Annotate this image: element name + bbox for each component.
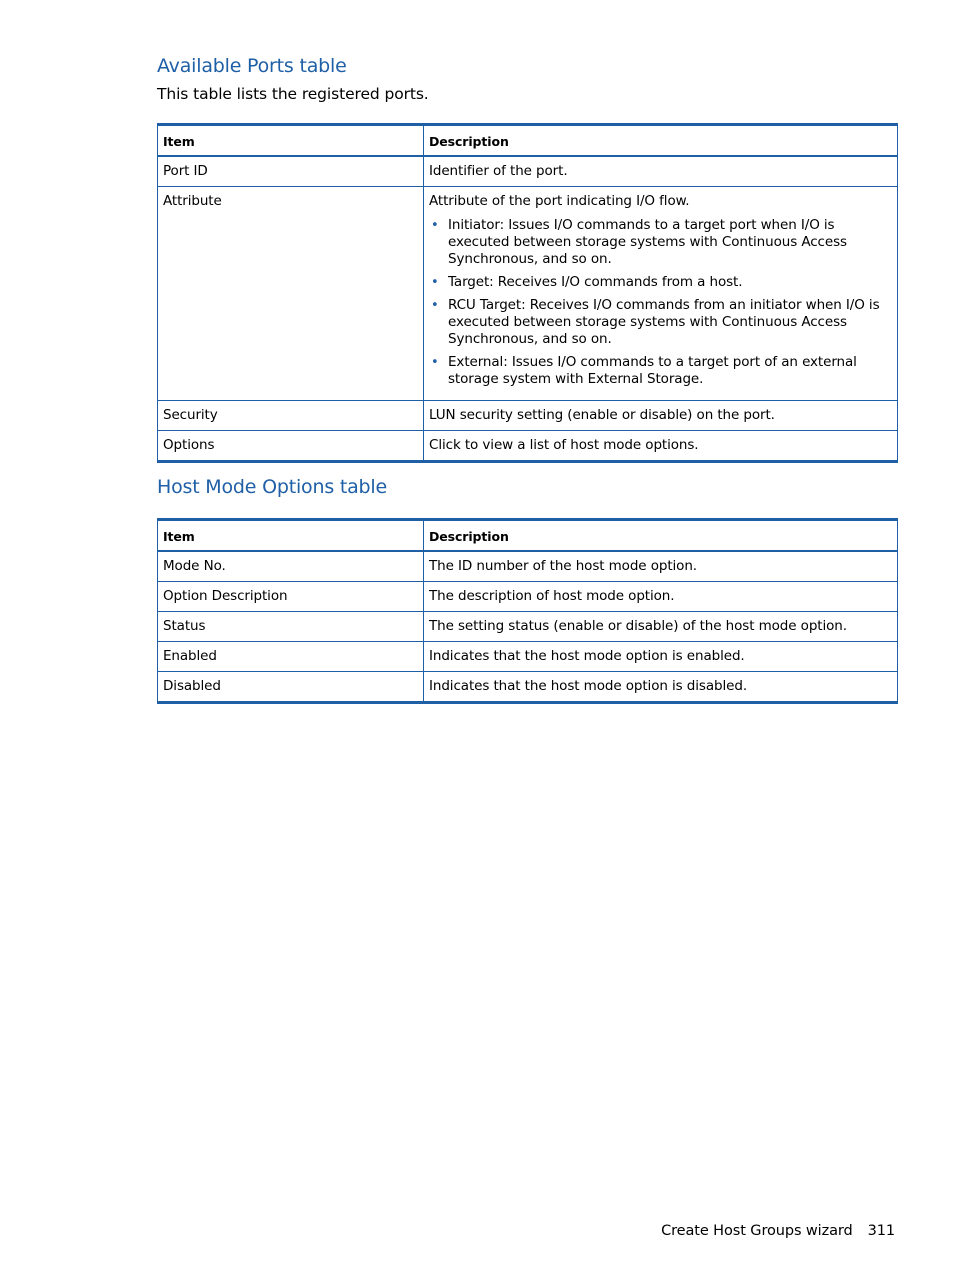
page-number: 311 [867, 1223, 895, 1239]
table-header-row [158, 520, 898, 552]
host-mode-options-heading: Host Mode Options table [157, 476, 387, 498]
available-ports-intro: This table lists the registered ports. [157, 85, 429, 103]
item-cell: Options [158, 431, 424, 462]
column-header-description: Description [424, 520, 898, 552]
description-cell: Indicates that the host mode option is enabled. [424, 642, 898, 672]
description-text: Attribute of the port indicating I/O flow. [429, 193, 690, 209]
table-row [158, 156, 898, 187]
item-cell: Disabled [158, 672, 424, 703]
description-cell: Indicates that the host mode option is disabled. [424, 672, 898, 703]
item-cell: Status [158, 612, 424, 642]
description-cell: Identifier of the port. [424, 156, 898, 187]
item-cell: Attribute [158, 187, 424, 401]
description-cell [424, 187, 898, 401]
item-cell: Port ID [158, 156, 424, 187]
table-row [158, 187, 898, 401]
column-header-description: Description [424, 125, 898, 157]
table-header-row [158, 125, 898, 157]
item-cell: Option Description [158, 582, 424, 612]
attribute-bullet-list [429, 217, 891, 388]
description-cell: The ID number of the host mode option. [424, 551, 898, 582]
footer-section-title: Create Host Groups wizard [661, 1223, 853, 1239]
table-row [158, 642, 898, 672]
table-row [158, 582, 898, 612]
table-row [158, 551, 898, 582]
item-cell: Security [158, 401, 424, 431]
available-ports-heading: Available Ports table [157, 55, 347, 77]
description-cell: Click to view a list of host mode options. [424, 431, 898, 462]
table-row [158, 401, 898, 431]
list-item: • Target: Receives I/O commands from a host. [448, 274, 891, 291]
item-cell: Enabled [158, 642, 424, 672]
list-item: • External: Issues I/O commands to a target port of an external storage system with External Storage. [448, 354, 891, 388]
description-cell: The setting status (enable or disable) of the host mode option. [424, 612, 898, 642]
table-row [158, 672, 898, 703]
host-mode-options-table [157, 518, 898, 704]
available-ports-table [157, 123, 898, 463]
page-footer [661, 1221, 895, 1241]
description-cell: The description of host mode option. [424, 582, 898, 612]
description-cell: LUN security setting (enable or disable) on the port. [424, 401, 898, 431]
table-row [158, 612, 898, 642]
list-item: • Initiator: Issues I/O commands to a target port when I/O is executed between storage systems with Continuous Access Synchronous, and so on. [448, 217, 891, 268]
item-cell: Mode No. [158, 551, 424, 582]
column-header-item: Item [158, 125, 424, 157]
table-row [158, 431, 898, 462]
list-item: • RCU Target: Receives I/O commands from an initiator when I/O is executed between storage systems with Continuous Access Synchronous, and so on. [448, 297, 891, 348]
column-header-item: Item [158, 520, 424, 552]
